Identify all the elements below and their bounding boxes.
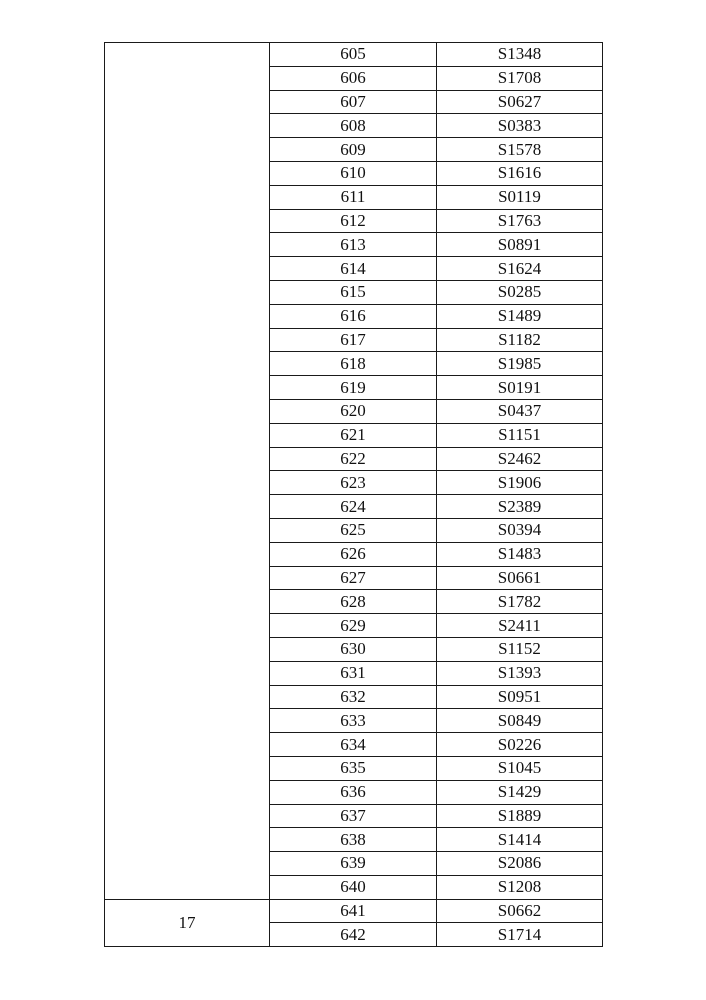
- serial-number-cell: 609: [270, 138, 437, 162]
- serial-number-cell: 613: [270, 233, 437, 257]
- code-cell: S2462: [437, 447, 603, 471]
- serial-number-cell: 624: [270, 495, 437, 519]
- code-cell: S1208: [437, 875, 603, 899]
- code-cell: S1708: [437, 66, 603, 90]
- code-cell: S0383: [437, 114, 603, 138]
- code-cell: S0285: [437, 280, 603, 304]
- group-number-cell: [105, 43, 270, 900]
- serial-number-cell: 627: [270, 566, 437, 590]
- serial-number-cell: 641: [270, 899, 437, 923]
- serial-number-cell: 605: [270, 43, 437, 67]
- code-cell: S0437: [437, 399, 603, 423]
- serial-number-cell: 611: [270, 185, 437, 209]
- serial-number-cell: 628: [270, 590, 437, 614]
- serial-number-cell: 632: [270, 685, 437, 709]
- assignment-table: [104, 42, 603, 947]
- code-cell: S1714: [437, 923, 603, 947]
- code-cell: S1578: [437, 138, 603, 162]
- serial-number-cell: 639: [270, 852, 437, 876]
- serial-number-cell: 610: [270, 161, 437, 185]
- serial-number-cell: 637: [270, 804, 437, 828]
- serial-number-cell: 620: [270, 399, 437, 423]
- code-cell: S1483: [437, 542, 603, 566]
- serial-number-cell: 606: [270, 66, 437, 90]
- code-cell: S1782: [437, 590, 603, 614]
- code-cell: S1182: [437, 328, 603, 352]
- code-cell: S1429: [437, 780, 603, 804]
- serial-number-cell: 636: [270, 780, 437, 804]
- table-row: [105, 899, 603, 923]
- group-number-cell: 17: [105, 899, 270, 947]
- serial-number-cell: 640: [270, 875, 437, 899]
- code-cell: S1763: [437, 209, 603, 233]
- code-cell: S0662: [437, 899, 603, 923]
- code-cell: S1414: [437, 828, 603, 852]
- code-cell: S1889: [437, 804, 603, 828]
- code-cell: S1151: [437, 423, 603, 447]
- serial-number-cell: 618: [270, 352, 437, 376]
- code-cell: S1348: [437, 43, 603, 67]
- code-cell: S1624: [437, 257, 603, 281]
- serial-number-cell: 612: [270, 209, 437, 233]
- table-row: [105, 43, 603, 67]
- code-cell: S1045: [437, 756, 603, 780]
- code-cell: S0891: [437, 233, 603, 257]
- code-cell: S1152: [437, 637, 603, 661]
- serial-number-cell: 634: [270, 733, 437, 757]
- serial-number-cell: 635: [270, 756, 437, 780]
- code-cell: S0661: [437, 566, 603, 590]
- serial-number-cell: 633: [270, 709, 437, 733]
- serial-number-cell: 617: [270, 328, 437, 352]
- code-cell: S0191: [437, 376, 603, 400]
- code-cell: S1616: [437, 161, 603, 185]
- table-body: [105, 43, 603, 947]
- serial-number-cell: 619: [270, 376, 437, 400]
- code-cell: S2411: [437, 614, 603, 638]
- serial-number-cell: 631: [270, 661, 437, 685]
- code-cell: S1393: [437, 661, 603, 685]
- serial-number-cell: 608: [270, 114, 437, 138]
- serial-number-cell: 623: [270, 471, 437, 495]
- code-cell: S0849: [437, 709, 603, 733]
- serial-number-cell: 630: [270, 637, 437, 661]
- serial-number-cell: 638: [270, 828, 437, 852]
- serial-number-cell: 642: [270, 923, 437, 947]
- code-cell: S1985: [437, 352, 603, 376]
- serial-number-cell: 625: [270, 518, 437, 542]
- code-cell: S2086: [437, 852, 603, 876]
- code-cell: S0119: [437, 185, 603, 209]
- code-cell: S1489: [437, 304, 603, 328]
- serial-number-cell: 622: [270, 447, 437, 471]
- code-cell: S0951: [437, 685, 603, 709]
- code-cell: S0627: [437, 90, 603, 114]
- serial-number-cell: 629: [270, 614, 437, 638]
- serial-number-cell: 614: [270, 257, 437, 281]
- serial-number-cell: 626: [270, 542, 437, 566]
- serial-number-cell: 615: [270, 280, 437, 304]
- code-cell: S0394: [437, 518, 603, 542]
- serial-number-cell: 616: [270, 304, 437, 328]
- code-cell: S2389: [437, 495, 603, 519]
- serial-number-cell: 607: [270, 90, 437, 114]
- code-cell: S1906: [437, 471, 603, 495]
- code-cell: S0226: [437, 733, 603, 757]
- serial-number-cell: 621: [270, 423, 437, 447]
